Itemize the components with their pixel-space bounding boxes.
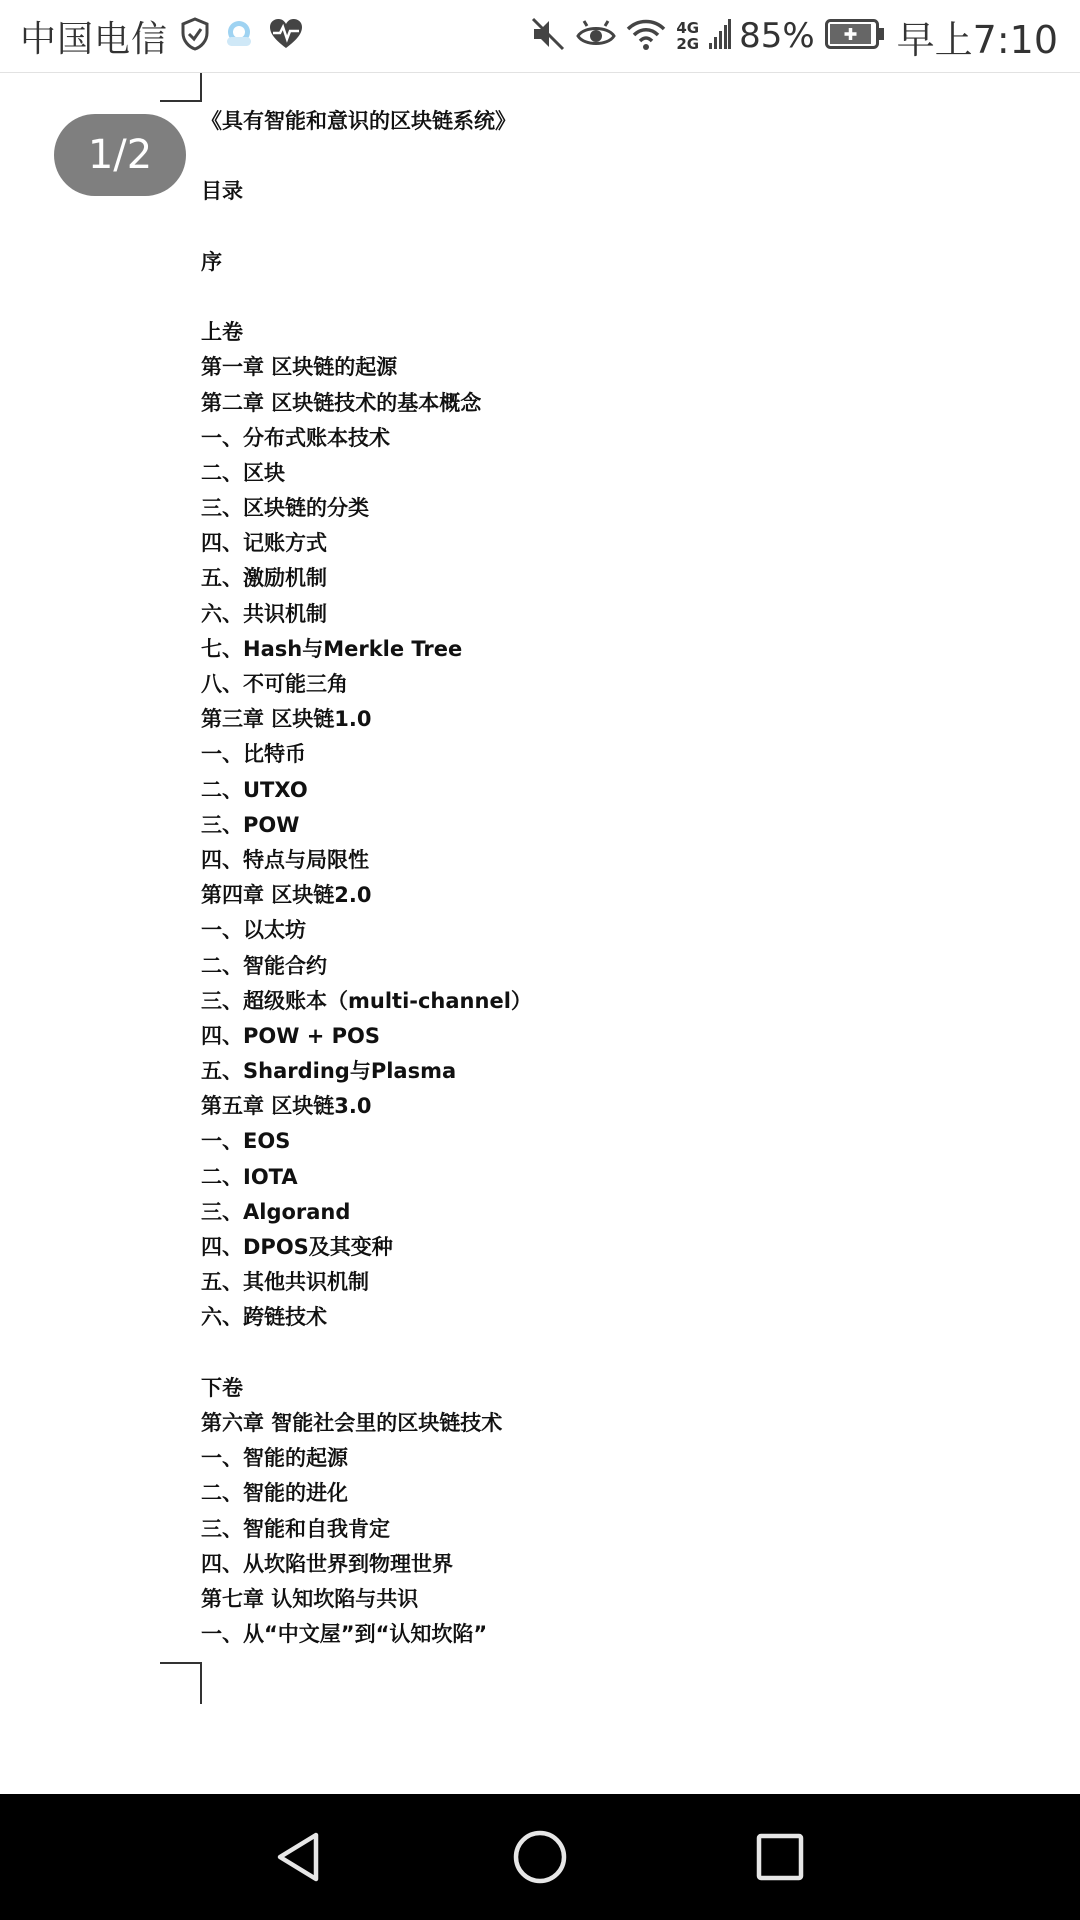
toc-section: 一、以太坊 — [201, 918, 306, 943]
document-text — [201, 104, 1021, 1652]
toc-section: 四、从坎陷世界到物理世界 — [201, 1551, 453, 1576]
toc-section: 一、分布式账本技术 — [201, 425, 390, 450]
toc-section: 六、共识机制 — [201, 601, 327, 626]
document-title: 《具有智能和意识的区块链系统》 — [201, 109, 516, 133]
carrier-name: 中国电信 — [20, 18, 169, 60]
toc-section: 二、IOTA — [201, 1164, 298, 1189]
toc-section: 三、区块链的分类 — [201, 496, 369, 521]
toc-section: 四、DPOS及其变种 — [201, 1235, 393, 1259]
toc-chapter: 第四章 区块链2.0 — [201, 883, 372, 908]
shield-check-icon — [180, 17, 210, 55]
battery-percentage: 85% — [739, 16, 815, 56]
home-icon — [510, 1827, 570, 1887]
signal-icon — [709, 17, 731, 55]
toc-section: 五、Sharding与Plasma — [201, 1059, 457, 1084]
back-icon — [270, 1827, 330, 1887]
toc-chapter: 第五章 区块链3.0 — [201, 1094, 372, 1119]
toc-section: 四、特点与局限性 — [201, 847, 369, 872]
mute-icon — [530, 16, 566, 56]
battery-charging-icon — [825, 19, 885, 53]
status-bar-left — [20, 0, 304, 72]
toc-entry-preface: 序 — [201, 249, 222, 274]
toc-section: 二、区块 — [201, 460, 285, 485]
recents-icon — [750, 1827, 810, 1887]
toc-section: 二、UTXO — [201, 777, 308, 802]
home-button[interactable] — [510, 1827, 570, 1887]
crop-mark-bottom-horizontal — [160, 1662, 201, 1664]
blank-line — [201, 210, 1021, 245]
toc-section: 四、记账方式 — [201, 531, 327, 556]
crop-mark-top-horizontal — [160, 100, 201, 102]
status-bar-right — [520, 0, 1058, 72]
toc-section: 三、POW — [201, 812, 300, 837]
back-button[interactable] — [270, 1827, 330, 1887]
blank-line — [201, 139, 1021, 174]
wifi-icon — [626, 17, 666, 55]
crop-mark-top-vertical — [200, 73, 202, 102]
eye-icon — [576, 18, 616, 54]
toc-volume-heading: 下卷 — [201, 1375, 243, 1400]
toc-section: 一、EOS — [201, 1129, 291, 1154]
toc-chapter: 第一章 区块链的起源 — [201, 355, 398, 380]
toc-chapter: 第三章 区块链1.0 — [201, 707, 372, 732]
document-viewport[interactable] — [0, 73, 1080, 1793]
toc-heading: 目录 — [201, 179, 243, 204]
toc-section: 四、POW + POS — [201, 1023, 380, 1048]
recents-button[interactable] — [750, 1827, 810, 1887]
crop-mark-bottom-vertical — [200, 1662, 202, 1704]
clock: 早上7:10 — [896, 17, 1058, 62]
toc-section: 一、智能的起源 — [201, 1446, 348, 1471]
network-type-top: 4G — [676, 19, 700, 37]
toc-chapter: 第六章 智能社会里的区块链技术 — [201, 1410, 503, 1435]
network-type — [676, 20, 699, 52]
blank-line — [201, 1336, 1021, 1371]
toc-section: 一、从“中文屋”到“认知坎陷” — [201, 1622, 488, 1647]
toc-section: 二、智能合约 — [201, 953, 327, 978]
heart-rate-icon — [268, 18, 304, 54]
toc-section: 八、不可能三角 — [201, 672, 348, 696]
toc-section: 五、激励机制 — [201, 566, 327, 591]
weather-cloud-icon — [222, 17, 256, 55]
toc-section: 二、智能的进化 — [201, 1481, 348, 1506]
page-indicator: 1/2 — [54, 114, 186, 196]
toc-section: 六、跨链技术 — [201, 1305, 327, 1330]
network-type-bottom: 2G — [676, 35, 700, 53]
navigation-bar — [0, 1794, 1080, 1920]
toc-section: 五、其他共识机制 — [201, 1270, 369, 1295]
toc-section: 七、Hash与Merkle Tree — [201, 636, 463, 661]
status-bar — [0, 0, 1080, 73]
toc-chapter: 第七章 认知坎陷与共识 — [201, 1586, 419, 1611]
toc-chapter: 第二章 区块链技术的基本概念 — [201, 390, 482, 415]
blank-line — [201, 280, 1021, 315]
toc-section: 三、超级账本（multi-channel） — [201, 988, 532, 1013]
toc-volume-heading: 上卷 — [201, 320, 243, 345]
toc-section: 一、比特币 — [201, 742, 306, 767]
toc-section: 三、Algorand — [201, 1199, 351, 1224]
toc-section: 三、智能和自我肯定 — [201, 1516, 390, 1541]
